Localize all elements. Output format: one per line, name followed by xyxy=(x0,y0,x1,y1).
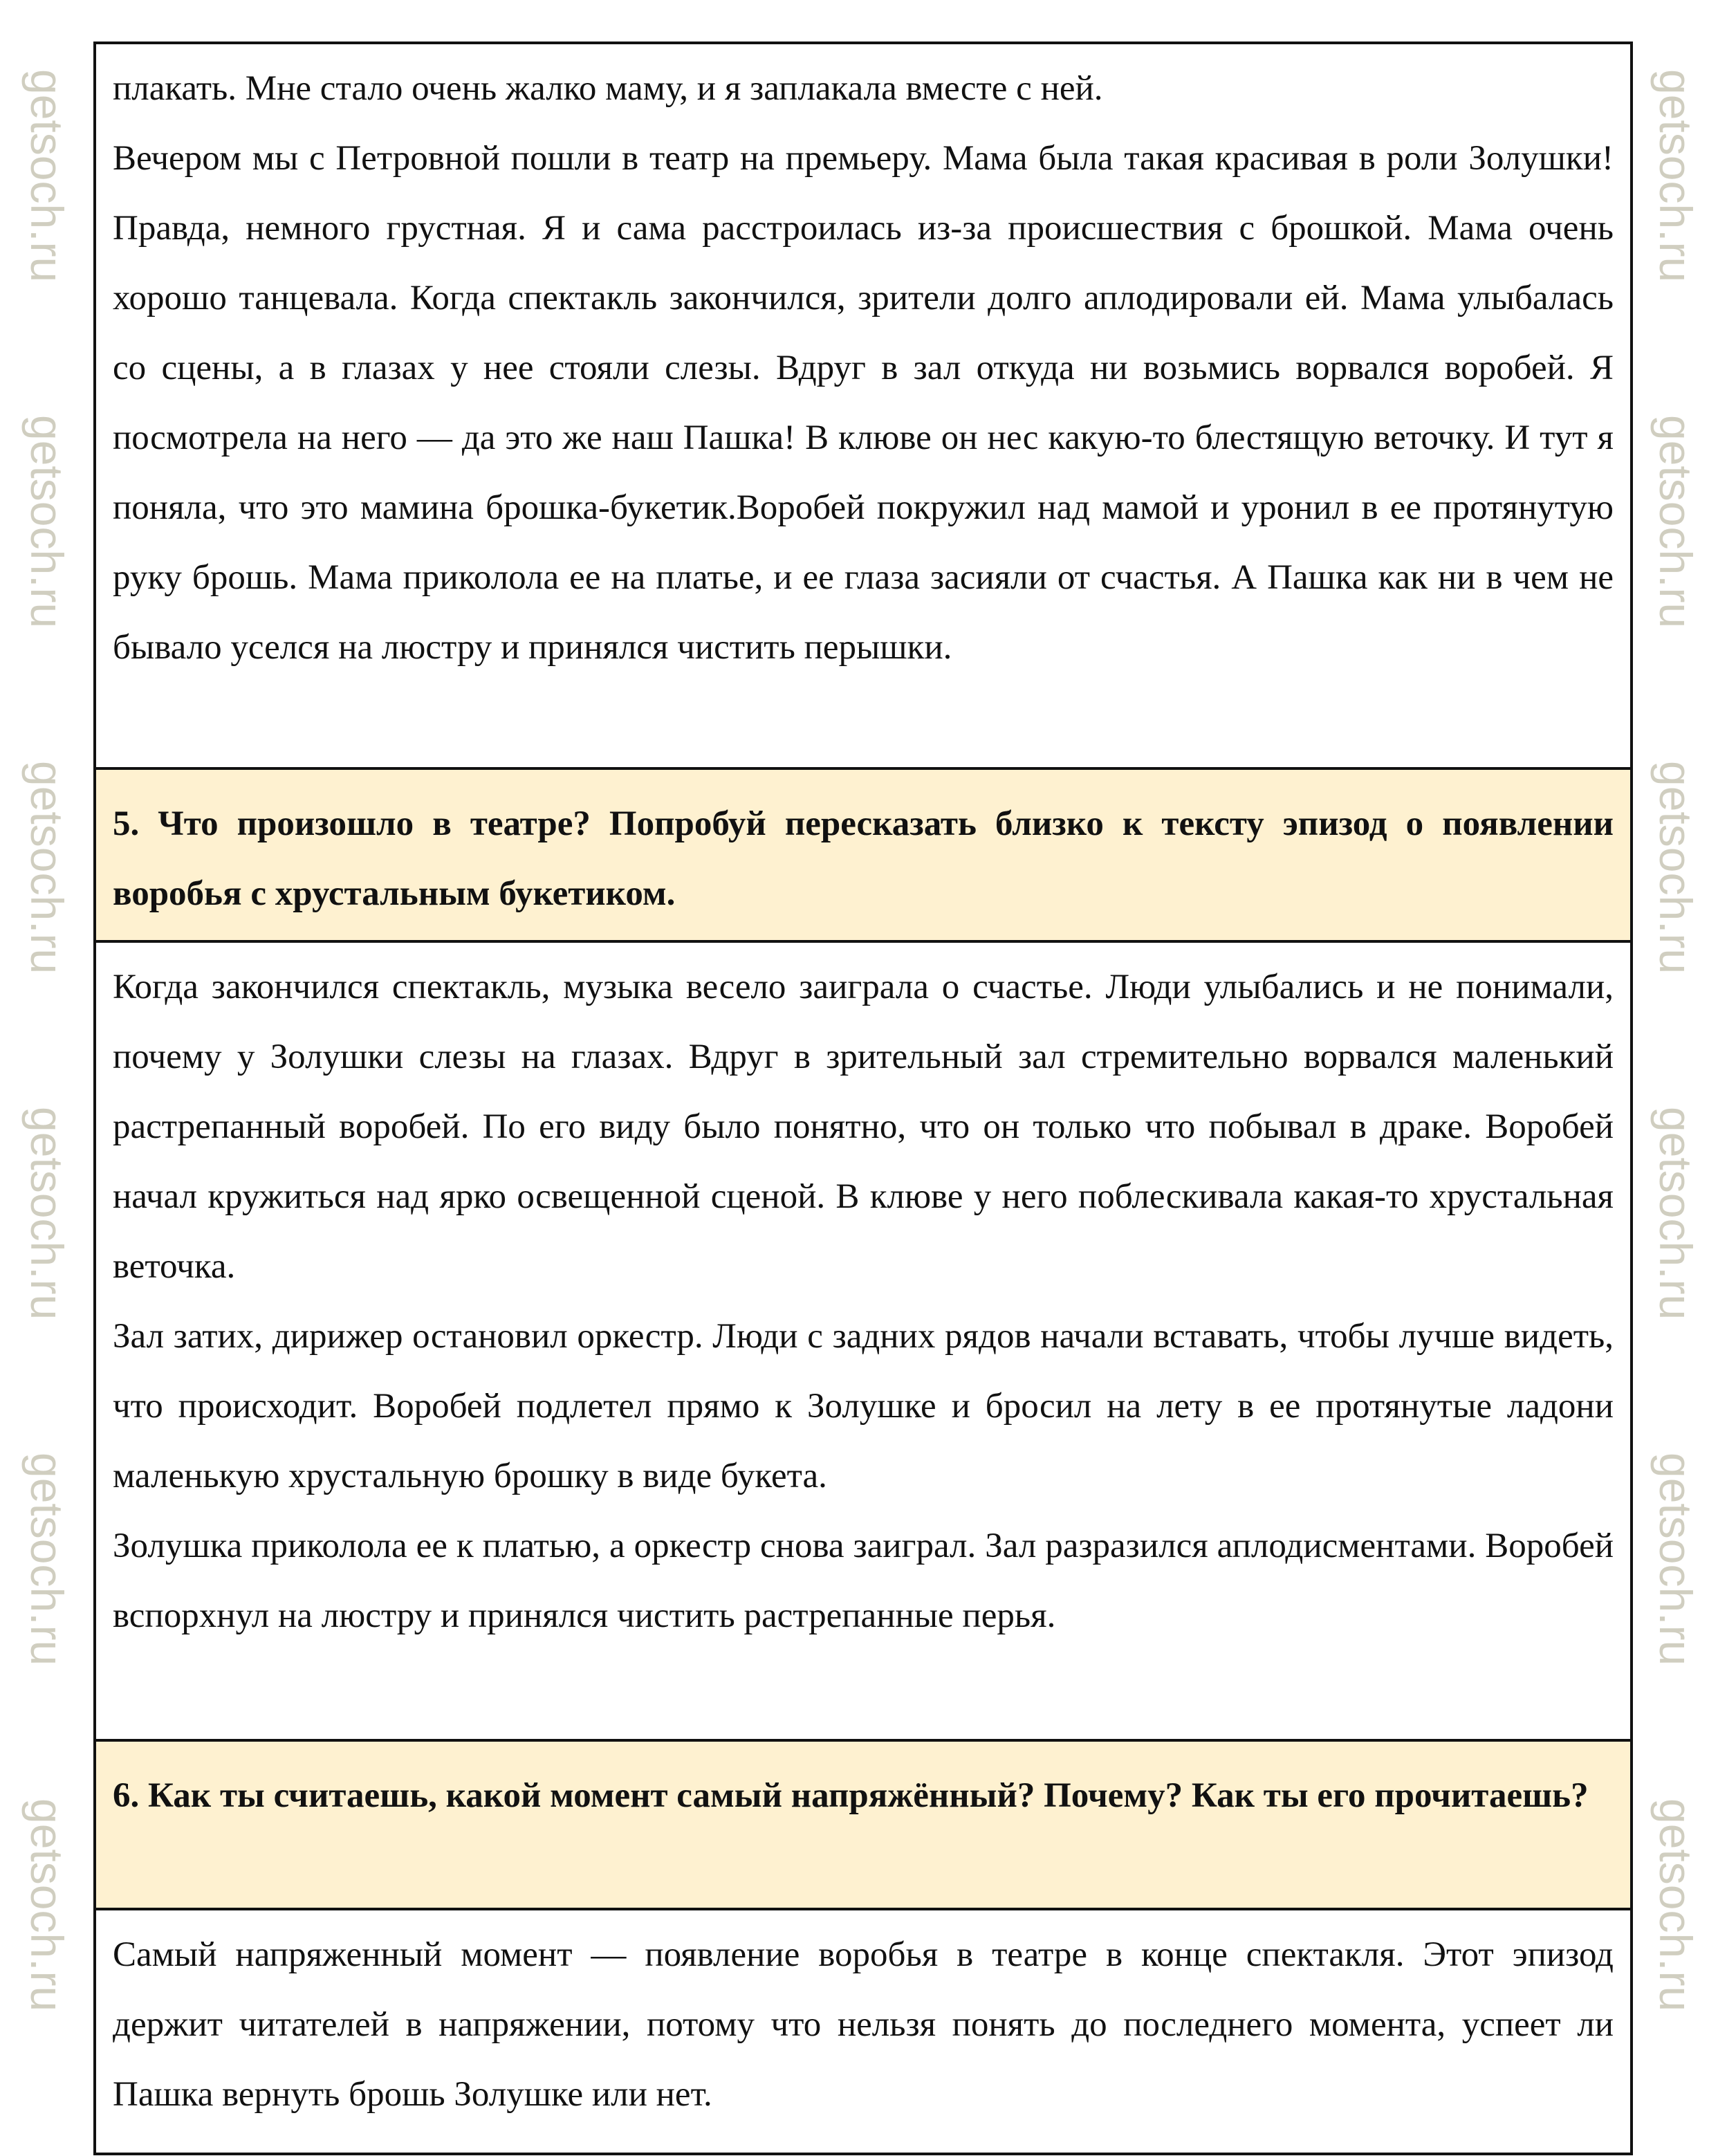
qa-table xyxy=(93,42,1633,2155)
question-5 xyxy=(96,770,1630,943)
story-text-cell xyxy=(96,44,1630,770)
answer-5 xyxy=(96,943,1630,1742)
watermark: getsoch.ru xyxy=(21,69,73,283)
watermark: getsoch.ru xyxy=(21,1453,73,1666)
paragraph: плакать. Мне стало очень жалко маму, и я заплакала вместе с ней. xyxy=(113,69,1103,108)
watermark: getsoch.ru xyxy=(1650,415,1701,629)
watermark: getsoch.ru xyxy=(1650,69,1701,283)
watermark: getsoch.ru xyxy=(1650,1453,1701,1666)
watermark: getsoch.ru xyxy=(21,415,73,629)
watermark: getsoch.ru xyxy=(1650,1798,1701,2012)
answer-6 xyxy=(96,1910,1630,2153)
question-text: 6. Как ты считаешь, какой момент самый напряжённый? Почему? Как ты его прочитаешь? xyxy=(113,1776,1589,1815)
paragraph: Самый напряженный момент — появление воробья в театре в конце спектакля. Этот эпизод держит читателей в напряжении, потому что нельзя понять до последнего момента, успеет ли Пашка вернуть брошь Золушке или нет. xyxy=(113,1935,1614,2114)
watermark: getsoch.ru xyxy=(1650,1107,1701,1320)
paragraph: Вечером мы с Петровной пошли в театр на премьеру. Мама была такая красивая в роли Золушки! Правда, немного грустная. Я и сама расстроилась из-за происшествия с брошкой. Мама очень хорошо танцевала. Когда спектакль закончился, зрители долго аплодировали ей. Мама улыбалась со сцены, а в глазах у нее стояли слезы. Вдруг в зал откуда ни возьмись ворвался воробей. Я посмотрела на него — да это же наш Пашка! В клюве он нес какую-то блестящую веточку. И тут я поняла, что это мамина брошка-букетик.Воробей покружил над мамой и уронил в ее протянутую руку брошь. Мама приколола ее на платье, и ее глаза засияли от счастья. А Пашка как ни в чем не бывало уселся на люстру и принялся чистить перышки. xyxy=(113,139,1614,667)
paragraph: Золушка приколола ее к платью, а оркестр снова заиграл. Зал разразился аплодисментами. Воробей вспорхнул на люстру и принялся чистить растрепанные перья. xyxy=(113,1527,1614,1635)
question-6 xyxy=(96,1742,1630,1910)
paragraph: Зал затих, дирижер остановил оркестр. Люди с задних рядов начали вставать, чтобы лучше видеть, что происходит. Воробей подлетел прямо к Золушке и бросил на лету в ее протянутые ладони маленькую хрустальную брошку в виде букета. xyxy=(113,1317,1614,1495)
paragraph: Когда закончился спектакль, музыка весело заиграла о счастье. Люди улыбались и не понимали, почему у Золушки слезы на глазах. Вдруг в зрительный зал стремительно ворвался маленький растрепанный воробей. По его виду было понятно, что он только что побывал в драке. Воробей начал кружиться над ярко освещенной сценой. В клюве у него поблескивала какая-то хрустальная веточка. xyxy=(113,968,1614,1286)
watermark: getsoch.ru xyxy=(1650,761,1701,975)
watermark: getsoch.ru xyxy=(21,1107,73,1320)
watermark: getsoch.ru xyxy=(21,761,73,975)
question-text: 5. Что произошло в театре? Попробуй пересказать близко к тексту эпизод о появлении воробья с хрустальным букетиком. xyxy=(113,804,1614,913)
watermark: getsoch.ru xyxy=(21,1798,73,2012)
